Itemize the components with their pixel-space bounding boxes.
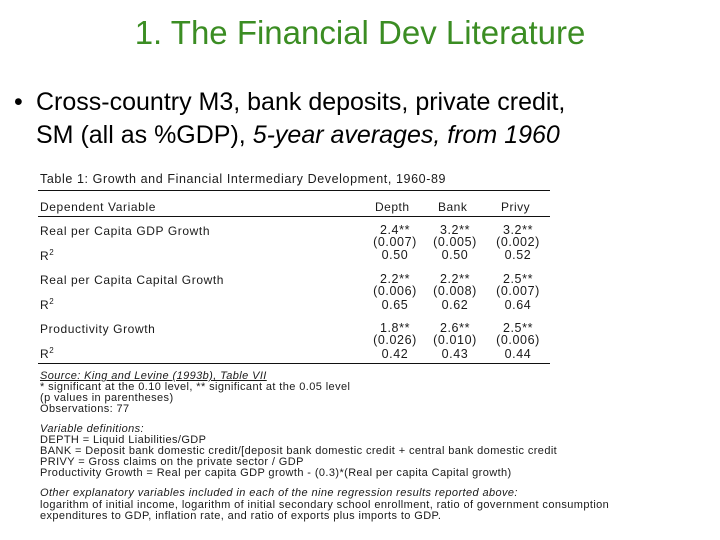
cell-coef: 3.2**	[439, 223, 471, 237]
dependent-variable-header: Dependent Variable	[40, 200, 156, 214]
bullet-line-2-plain: SM (all as %GDP),	[36, 121, 253, 149]
cell-coef: 2.4**	[379, 223, 411, 237]
cell-pvalue: (0.005)	[433, 235, 477, 249]
other-variables-heading: Other explanatory variables included in each of the nine regression results reported above:	[40, 487, 518, 499]
row-label-r-squared	[40, 346, 54, 361]
significance-note: * significant at the 0.10 level, ** significant at the 0.05 level	[40, 381, 351, 393]
bullet-line-2-italic: 5-year averages, from 1960	[252, 121, 560, 149]
bullet-line-1: Cross-country M3, bank deposits, private credit,	[36, 88, 566, 116]
cell-r-squared: 0.64	[504, 298, 532, 312]
row-label-gdp-growth: Real per Capita GDP Growth	[40, 224, 211, 238]
source-note: Source: King and Levine (1993b), Table VII	[40, 370, 267, 382]
cell-pvalue: (0.002)	[496, 235, 540, 249]
cell-pvalue: (0.010)	[433, 333, 477, 347]
regression-table	[38, 172, 713, 532]
cell-r-squared: 0.52	[504, 248, 532, 262]
slide-title: 1. The Financial Dev Literature	[134, 14, 586, 51]
cell-r-squared: 0.65	[381, 298, 409, 312]
other-variables-line-1: logarithm of initial income, logarithm of initial secondary school enrollment, ratio of government consumption	[40, 499, 610, 511]
cell-r-squared: 0.42	[381, 347, 409, 361]
cell-pvalue: (0.008)	[433, 284, 477, 298]
bullet-icon: •	[14, 88, 23, 116]
cell-r-squared: 0.50	[381, 248, 409, 262]
r-squared-letter: R	[40, 347, 50, 361]
cell-pvalue: (0.007)	[496, 284, 540, 298]
cell-r-squared: 0.43	[441, 347, 469, 361]
column-header-bank: Bank	[438, 200, 468, 214]
cell-coef: 2.2**	[439, 272, 471, 286]
bullet-text	[36, 86, 716, 152]
row-label-productivity-growth: Productivity Growth	[40, 322, 156, 336]
observations-note: Observations: 77	[40, 403, 130, 415]
r-squared-exponent: 2	[49, 346, 55, 355]
cell-coef: 2.5**	[502, 272, 534, 286]
cell-pvalue: (0.007)	[373, 235, 417, 249]
cell-coef: 3.2**	[502, 223, 534, 237]
r-squared-exponent: 2	[49, 248, 55, 257]
cell-coef: 2.6**	[439, 321, 471, 335]
definition-privy: PRIVY = Gross claims on the private sector / GDP	[40, 456, 304, 468]
r-squared-letter: R	[40, 298, 50, 312]
r-squared-exponent: 2	[49, 297, 55, 306]
cell-pvalue: (0.006)	[496, 333, 540, 347]
table-rule-bottom	[38, 363, 550, 364]
cell-r-squared: 0.62	[441, 298, 469, 312]
cell-r-squared: 0.50	[441, 248, 469, 262]
cell-coef: 1.8**	[379, 321, 411, 335]
bullet-line-2	[36, 119, 716, 152]
table-title: Table 1: Growth and Financial Intermediary Development, 1960-89	[40, 172, 447, 186]
definition-bank: BANK = Deposit bank domestic credit/[deposit bank domestic credit + central bank domestic credit	[40, 445, 558, 457]
cell-coef: 2.2**	[379, 272, 411, 286]
other-variables-line-2: expenditures to GDP, inflation rate, and ratio of exports plus imports to GDP.	[40, 510, 442, 522]
cell-r-squared: 0.44	[504, 347, 532, 361]
cell-pvalue: (0.006)	[373, 284, 417, 298]
variable-definitions-heading: Variable definitions:	[40, 423, 144, 435]
column-header-privy: Privy	[501, 200, 531, 214]
definition-productivity: Productivity Growth = Real per capita GDP growth - (0.3)*(Real per capita Capital growth)	[40, 467, 512, 479]
row-label-capital-growth: Real per Capita Capital Growth	[40, 273, 225, 287]
row-label-r-squared	[40, 297, 54, 312]
column-header-depth: Depth	[375, 200, 410, 214]
cell-coef: 2.5**	[502, 321, 534, 335]
table-rule-top	[38, 190, 550, 191]
definition-depth: DEPTH = Liquid Liabilities/GDP	[40, 434, 207, 446]
pvalue-note: (p values in parentheses)	[40, 392, 174, 404]
cell-pvalue: (0.026)	[373, 333, 417, 347]
row-label-r-squared	[40, 248, 54, 263]
table-rule-header	[38, 216, 550, 217]
r-squared-letter: R	[40, 249, 50, 263]
